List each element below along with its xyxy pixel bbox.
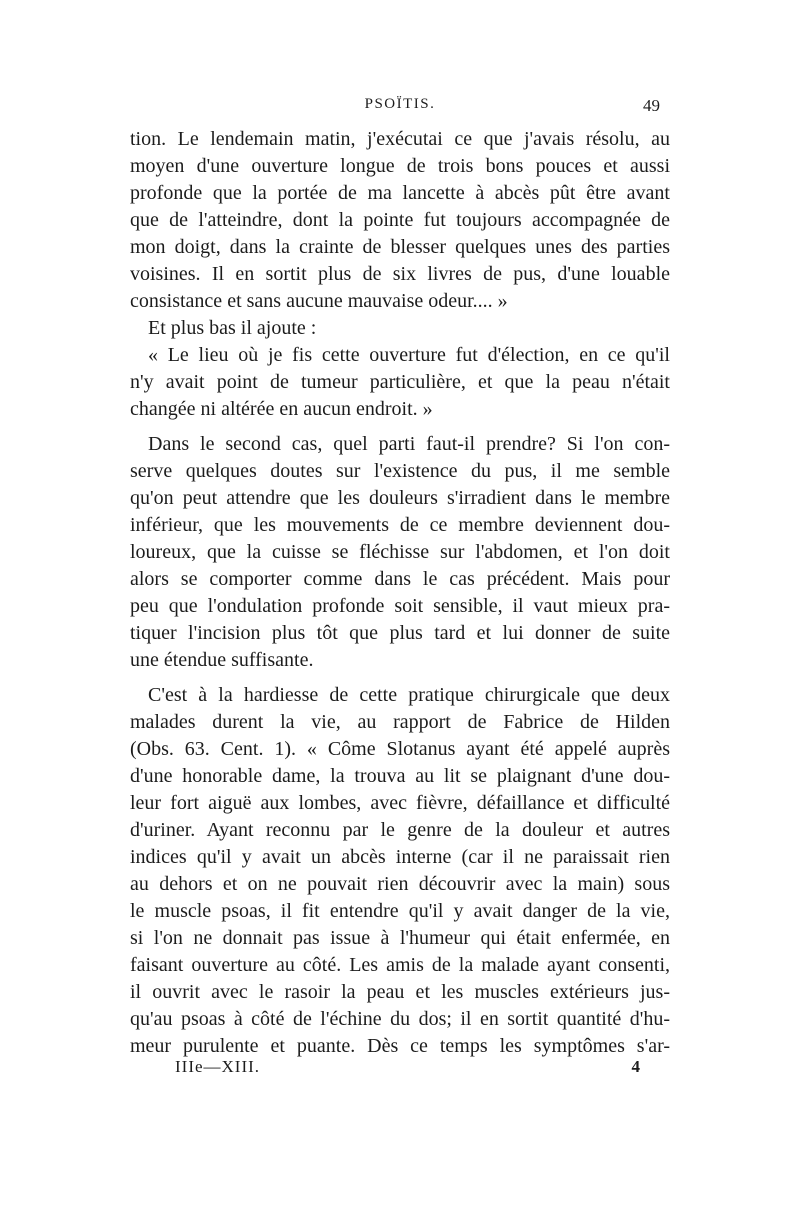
printer-signature: IIIe—XIII. [175, 1057, 261, 1076]
text-line: d'une honorable dame, la trouva au lit se plaignant d'une dou- [130, 765, 670, 787]
text-line: consistance et sans aucune mauvaise odeur.... » [130, 290, 508, 312]
text-line: voisines. Il en sortit plus de six livres de pus, d'une louable [130, 263, 670, 285]
text-line: (Obs. 63. Cent. 1). « Côme Slotanus ayant été appelé auprès [130, 738, 670, 760]
paragraph-gap [130, 423, 670, 431]
body-text [130, 126, 670, 1060]
text-line: une étendue suffisante. [130, 649, 314, 671]
text-line: Dans le second cas, quel parti faut-il prendre? Si l'on con- [148, 433, 670, 455]
text-line: C'est à la hardiesse de cette pratique chirurgicale que deux [148, 684, 670, 706]
running-head [130, 96, 670, 120]
text-line: malades durent la vie, au rapport de Fabrice de Hilden [130, 711, 670, 733]
paragraph-gap [130, 674, 670, 682]
text-line: le muscle psoas, il fit entendre qu'il y avait danger de la vie, [130, 900, 670, 922]
text-line: il ouvrit avec le rasoir la peau et les muscles extérieurs jus- [130, 981, 670, 1003]
page-number: 49 [643, 96, 660, 115]
text-line: « Le lieu où je fis cette ouverture fut d'élection, en ce qu'il [148, 344, 670, 366]
text-line: alors se comporter comme dans le cas précédent. Mais pour [130, 568, 670, 590]
text-line: qu'au psoas à côté de l'échine du dos; il en sortit quantité d'hu- [130, 1008, 670, 1030]
text-line: moyen d'une ouverture longue de trois bons pouces et aussi [130, 155, 670, 177]
text-line: que de l'atteindre, dont la pointe fut toujours accompagnée de [130, 209, 670, 231]
text-line: inférieur, que les mouvements de ce membre deviennent dou- [130, 514, 670, 536]
text-line: serve quelques doutes sur l'existence du pus, il me semble [130, 460, 670, 482]
text-line: tion. Le lendemain matin, j'exécutai ce que j'avais résolu, au [130, 128, 670, 150]
text-line: changée ni altérée en aucun endroit. » [130, 398, 433, 420]
text-line: profonde que la portée de ma lancette à abcès pût être avant [130, 182, 670, 204]
text-line: leur fort aiguë aux lombes, avec fièvre, défaillance et difficulté [130, 792, 670, 814]
text-line: meur purulente et puante. Dès ce temps les symptômes s'ar- [130, 1035, 670, 1057]
text-line: peu que l'ondulation profonde soit sensible, il vaut mieux pra- [130, 595, 670, 617]
text-line: qu'on peut attendre que les douleurs s'irradient dans le membre [130, 487, 670, 509]
text-line: mon doigt, dans la crainte de blesser quelques unes des parties [130, 236, 670, 258]
text-line: n'y avait point de tumeur particulière, et que la peau n'était [130, 371, 670, 393]
page-footer [130, 1057, 670, 1083]
text-line: si l'on ne donnait pas issue à l'humeur qui était enfermée, en [130, 927, 670, 949]
text-line: tiquer l'incision plus tôt que plus tard et lui donner de suite [130, 622, 670, 644]
text-line: au dehors et on ne pouvait rien découvrir avec la main) sous [130, 873, 670, 895]
text-line: loureux, que la cuisse se fléchisse sur l'abdomen, et l'on doit [130, 541, 670, 563]
running-title: PSOÏTIS. [364, 96, 436, 112]
text-line: Et plus bas il ajoute : [148, 317, 317, 339]
text-line: d'uriner. Ayant reconnu par le genre de la douleur et autres [130, 819, 670, 841]
text-line: faisant ouverture au côté. Les amis de la malade ayant consenti, [130, 954, 670, 976]
signature-number: 4 [631, 1057, 640, 1076]
text-line: indices qu'il y avait un abcès interne (car il ne paraissait rien [130, 846, 670, 868]
